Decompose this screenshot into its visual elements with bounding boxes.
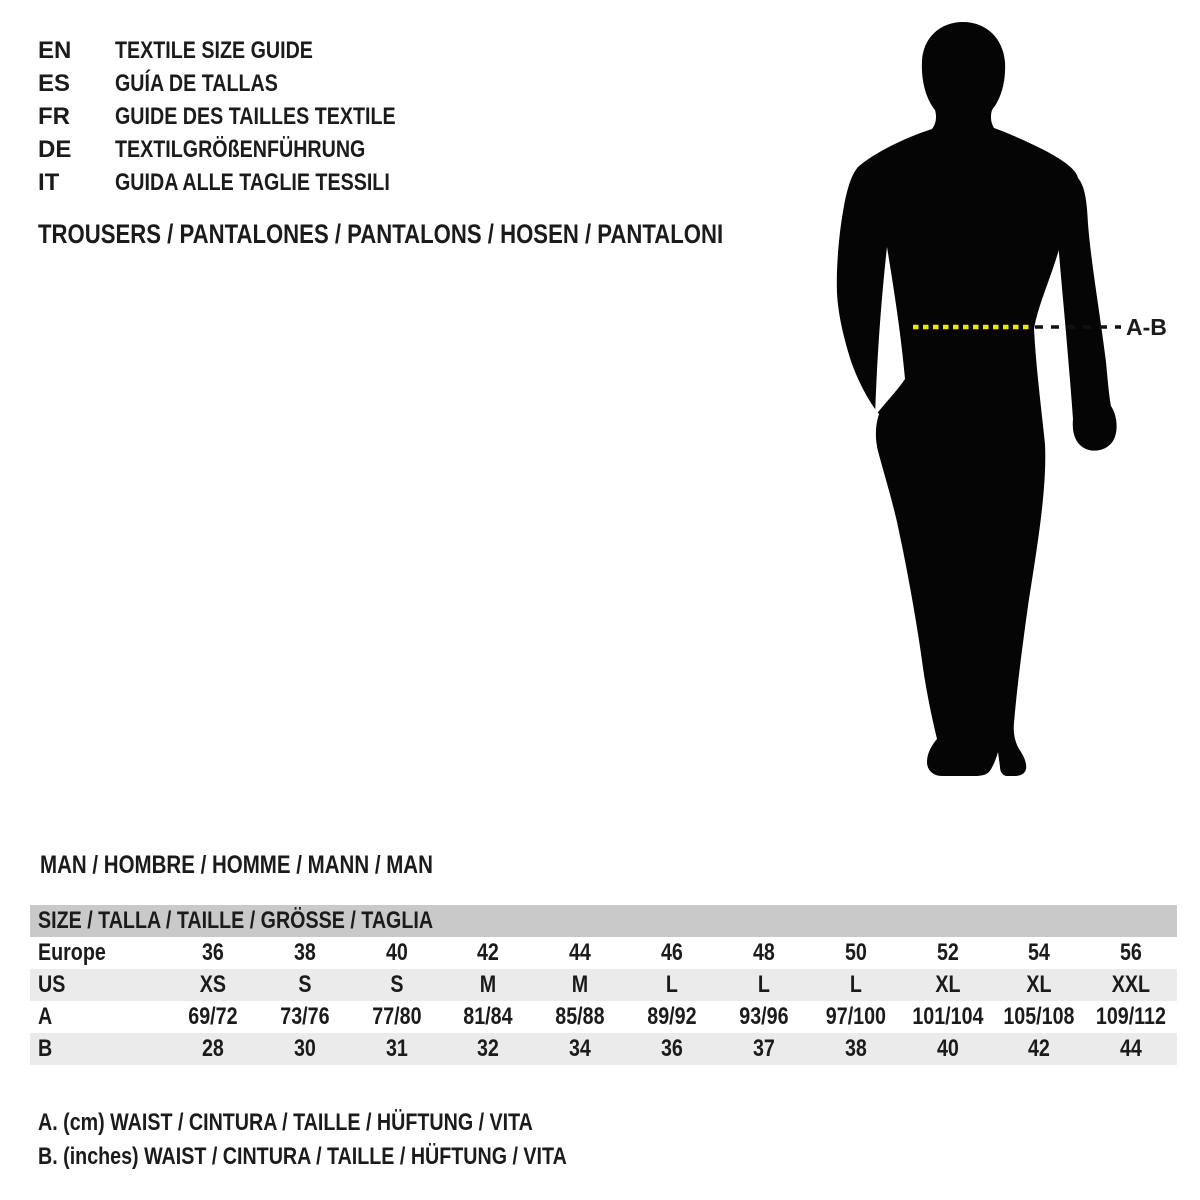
- list-item: [38, 34, 457, 67]
- table-cell: 73/76: [280, 1003, 330, 1030]
- language-code: ES: [38, 69, 71, 97]
- man-silhouette-figure: [830, 10, 1200, 790]
- table-cell: M: [480, 971, 497, 998]
- language-code: IT: [38, 168, 60, 196]
- table-cell: 69/72: [188, 1003, 238, 1030]
- table-cell: 42: [477, 939, 500, 966]
- table-cell: 97/100: [825, 1003, 886, 1030]
- note-b-inches: B. (inches) WAIST / CINTURA / TAILLE / HÜFTUNG / VITA: [38, 1143, 567, 1170]
- table-cell: M: [571, 971, 589, 998]
- table-cell: XS: [199, 971, 227, 998]
- list-item: [38, 166, 457, 199]
- table-cell: 93/96: [739, 1003, 789, 1030]
- row-label: Europe: [38, 939, 106, 966]
- table-cell: 46: [661, 939, 683, 966]
- table-row-b-inches: [30, 1033, 1177, 1065]
- table-cell: 81/84: [463, 1003, 513, 1030]
- row-label: US: [38, 971, 66, 998]
- size-table: [30, 905, 1177, 1065]
- table-cell: L: [665, 971, 679, 998]
- table-cell: 32: [477, 1035, 500, 1062]
- guide-title: GUIDE DES TAILLES TEXTILE: [115, 102, 396, 130]
- table-cell: 54: [1028, 939, 1051, 966]
- language-code: EN: [38, 36, 72, 64]
- table-cell: 48: [752, 939, 775, 966]
- guide-title: GUÍA DE TALLAS: [115, 69, 278, 97]
- table-cell: 109/112: [1096, 1003, 1167, 1030]
- measurement-notes: [38, 1106, 683, 1174]
- table-row-us: [30, 969, 1177, 1001]
- table-cell: 36: [201, 939, 224, 966]
- language-code: DE: [38, 135, 72, 163]
- table-cell: 38: [293, 939, 316, 966]
- table-cell: 37: [752, 1035, 775, 1062]
- table-row-a-cm: [30, 1001, 1177, 1033]
- table-cell: 44: [569, 939, 592, 966]
- table-cell: 89/92: [647, 1003, 697, 1030]
- table-cell: 44: [1120, 1035, 1143, 1062]
- table-cell: 31: [385, 1035, 408, 1062]
- table-cell: 101/104: [911, 1003, 984, 1030]
- table-cell: S: [298, 971, 312, 998]
- table-cell: 56: [1120, 939, 1143, 966]
- table-cell: 36: [661, 1035, 683, 1062]
- table-cell: 28: [201, 1035, 224, 1062]
- list-item: [38, 100, 457, 133]
- table-cell: XL: [934, 971, 961, 998]
- list-item: [38, 67, 457, 100]
- row-label: A: [38, 1003, 53, 1030]
- row-label: B: [38, 1035, 53, 1062]
- table-cell: S: [389, 971, 404, 998]
- product-category-title: TROUSERS / PANTALONES / PANTALONS / HOSEN / PANTALONI: [38, 219, 724, 249]
- table-cell: 38: [844, 1035, 867, 1062]
- table-cell: 40: [385, 939, 408, 966]
- size-table-header: SIZE / TALLA / TAILLE / GRÖSSE / TAGLIA: [30, 905, 1177, 937]
- table-cell: 30: [293, 1035, 316, 1062]
- table-cell: XXL: [1111, 971, 1151, 998]
- table-cell: 105/108: [1003, 1003, 1075, 1030]
- guide-title: TEXTILGRÖßENFÜHRUNG: [115, 135, 366, 163]
- guide-title: TEXTILE SIZE GUIDE: [115, 36, 313, 64]
- table-cell: 34: [569, 1035, 592, 1062]
- table-cell: 85/88: [555, 1003, 605, 1030]
- table-cell: 40: [936, 1035, 959, 1062]
- table-cell: 77/80: [371, 1003, 422, 1030]
- note-a-cm: A. (cm) WAIST / CINTURA / TAILLE / HÜFTUNG / VITA: [38, 1109, 533, 1136]
- gender-section-title: MAN / HOMBRE / HOMME / MANN / MAN: [40, 851, 433, 879]
- table-cell: L: [757, 971, 770, 998]
- table-cell: XL: [1026, 971, 1052, 998]
- language-title-list: [38, 34, 457, 199]
- table-row-europe: [30, 937, 1177, 969]
- table-cell: L: [849, 971, 862, 998]
- measure-label: A-B: [1126, 314, 1167, 340]
- table-cell: 50: [844, 939, 867, 966]
- list-item: [38, 133, 457, 166]
- language-code: FR: [38, 102, 70, 130]
- table-cell: 52: [936, 939, 959, 966]
- guide-title: GUIDA ALLE TAGLIE TESSILI: [115, 168, 390, 196]
- table-cell: 42: [1028, 1035, 1051, 1062]
